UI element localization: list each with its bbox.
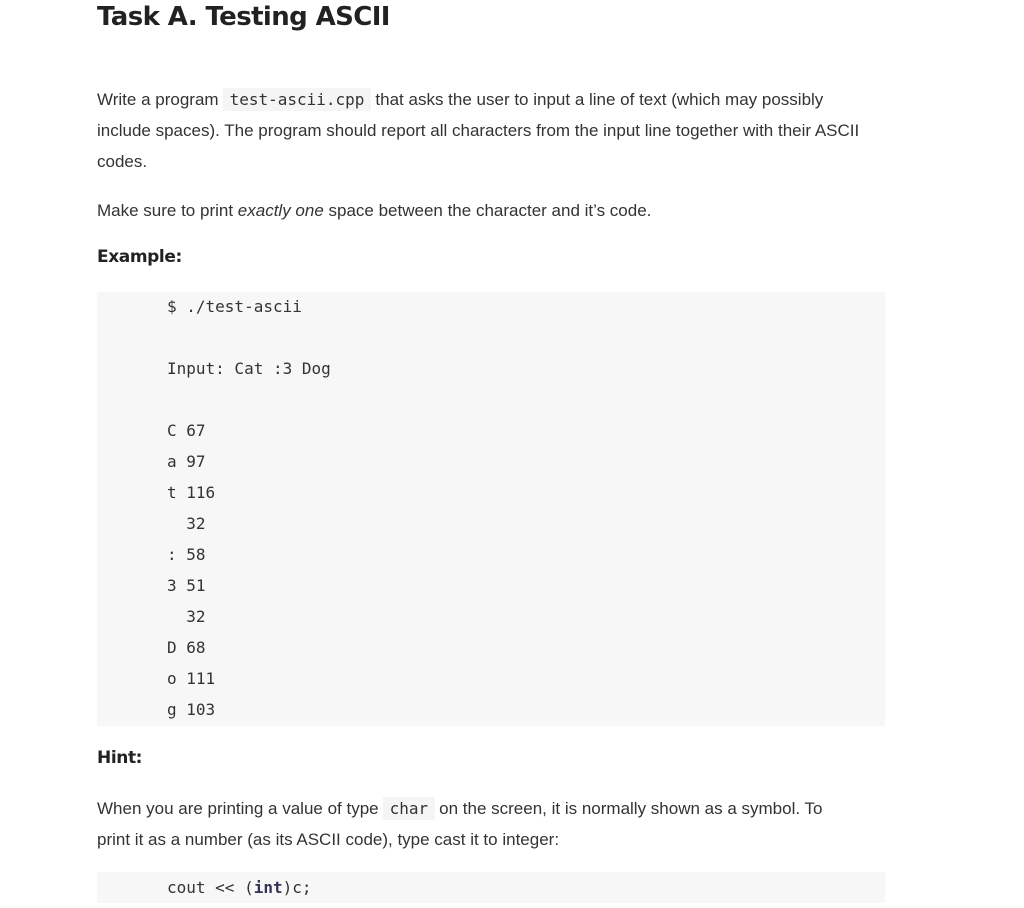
- code-line: $ ./test-ascii: [167, 297, 302, 316]
- code-line: C 67: [167, 421, 206, 440]
- hint-text-after: on the screen, it is normally shown as a symbol. To: [439, 799, 823, 818]
- page-title: Task A. Testing ASCII: [97, 2, 390, 32]
- note-paragraph: [97, 195, 651, 226]
- filename-code: test-ascii.cpp: [223, 88, 372, 111]
- hint-paragraph: [97, 793, 822, 855]
- code-line: 32: [167, 514, 206, 533]
- int-keyword: int: [253, 878, 283, 897]
- note-emphasis: exactly one: [237, 201, 324, 220]
- hint-text-before: When you are printing a value of type: [97, 799, 379, 818]
- code-line: 3 51: [167, 576, 206, 595]
- code-line: g 103: [167, 700, 216, 719]
- intro-text-line3: codes.: [97, 152, 148, 171]
- note-text-after: space between the character and it’s code.: [323, 201, 652, 220]
- hint-code-prefix: cout << (: [167, 878, 254, 897]
- hint-code-line: [167, 878, 312, 898]
- note-text-before: Make sure to print: [97, 201, 238, 220]
- intro-text-after: that asks the user to input a line of text (which may possibly: [375, 90, 824, 109]
- code-line: : 58: [167, 545, 206, 564]
- char-code: char: [383, 797, 436, 820]
- code-line: a 97: [167, 452, 206, 471]
- hint-code-block: [97, 872, 885, 903]
- intro-text-before: Write a program: [97, 90, 219, 109]
- intro-text-line2: include spaces). The program should report all characters from the input line together with their ASCII: [97, 121, 860, 140]
- code-line: D 68: [167, 638, 206, 657]
- code-line: t 116: [167, 483, 216, 502]
- code-line: Input: Cat :3 Dog: [167, 359, 331, 378]
- intro-paragraph: [97, 84, 859, 177]
- example-heading: Example:: [97, 247, 182, 267]
- hint-heading: Hint:: [97, 748, 143, 768]
- hint-text-line2: print it as a number (as its ASCII code), type cast it to integer:: [97, 830, 560, 849]
- code-line: 32: [167, 607, 206, 626]
- hint-code-suffix: )c;: [282, 878, 312, 897]
- code-line: o 111: [167, 669, 216, 688]
- example-code-block: [97, 292, 885, 726]
